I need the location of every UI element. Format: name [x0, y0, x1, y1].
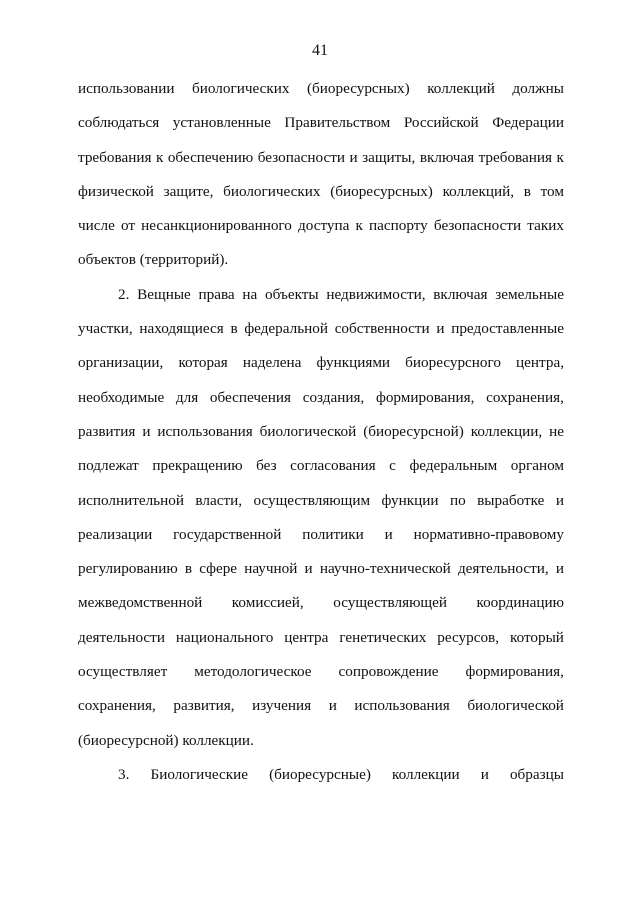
word: Федерации [492, 114, 564, 132]
word: центра, [516, 354, 564, 372]
word: биоресурсного [405, 354, 501, 372]
word: коллекции, [470, 422, 543, 440]
word: коллекций [427, 80, 495, 97]
word: том [540, 182, 564, 200]
text-line [78, 731, 564, 765]
word: сфере [199, 560, 238, 578]
word: объектов (территорий). [78, 251, 229, 269]
word: к [556, 148, 564, 166]
word: межведомственной [78, 594, 203, 612]
word: использовании [78, 80, 175, 97]
word: защиты, [362, 148, 416, 166]
word: включая [419, 148, 475, 166]
text-line [78, 696, 564, 730]
word: осуществляющей [333, 594, 447, 612]
word: использования [157, 422, 253, 440]
word: нормативно-правовому [413, 525, 564, 543]
word: реализации [78, 525, 153, 543]
word: политики [302, 525, 364, 543]
word: изучения [252, 697, 312, 715]
word: биологической [259, 422, 357, 440]
word: выработке [477, 491, 545, 509]
page-number: 41 [312, 42, 328, 59]
word: недвижимости, [326, 285, 426, 303]
word: безопасности [433, 217, 522, 235]
word: ресурсов, [437, 628, 500, 646]
word: сопровождение [338, 663, 439, 681]
text-line [78, 113, 564, 147]
word: федеральной [244, 320, 328, 338]
text-line [78, 593, 564, 627]
word: создания, [302, 388, 365, 406]
word: согласования [290, 457, 376, 475]
word: к [355, 217, 363, 235]
paragraph [78, 765, 564, 799]
word: собственности [334, 320, 430, 338]
word: Вещные [137, 285, 191, 303]
word: который [509, 628, 564, 646]
word: научной [244, 560, 298, 578]
word: обеспечению [167, 148, 254, 166]
text-line [78, 79, 564, 113]
text-line [78, 216, 564, 250]
word: участки, [78, 320, 133, 338]
word: в [523, 182, 531, 200]
word: (биоресурсные) [269, 765, 371, 783]
word: прекращению [152, 457, 243, 475]
word: исполнительной [78, 491, 184, 509]
word: не [549, 422, 564, 440]
text-line [78, 662, 564, 696]
word: по [449, 491, 466, 509]
word: организации, [78, 354, 164, 372]
text-line [78, 148, 564, 182]
paragraph [78, 79, 564, 285]
word: методологическое [194, 663, 312, 681]
word: (биоресурсных) [306, 80, 410, 97]
word: (биоресурсной) коллекции. [78, 731, 254, 749]
word: национального [175, 628, 274, 646]
text-line [78, 388, 564, 422]
word: формирования, [465, 663, 564, 681]
word: права [198, 285, 235, 303]
word: Биологические [150, 765, 248, 783]
word: 2. [118, 285, 130, 303]
word: регулированию [78, 560, 178, 578]
word: (биоресурсной) [363, 422, 464, 440]
word: и [555, 491, 564, 509]
word: и [349, 148, 358, 166]
word: земельные [495, 285, 564, 303]
word: Правительством [284, 114, 391, 132]
word: паспорту [369, 217, 428, 235]
word: в [230, 320, 238, 338]
word: предоставленные [451, 320, 564, 338]
text-line [78, 765, 564, 799]
word: функциями [316, 354, 391, 372]
word: должны [512, 80, 564, 97]
word: несанкционированного [141, 217, 292, 235]
text-line [78, 559, 564, 593]
word: находящиеся [139, 320, 224, 338]
text-line [78, 525, 564, 559]
word: координацию [476, 594, 564, 612]
word: деятельности [78, 628, 165, 646]
word: необходимые [78, 388, 165, 406]
text-line [78, 491, 564, 525]
word: и [304, 560, 313, 578]
word: развития, [173, 697, 235, 715]
word: сохранения, [78, 697, 156, 715]
word: защите, [163, 182, 214, 200]
word: биологической [467, 697, 564, 715]
word: использования [354, 697, 450, 715]
word: и [480, 765, 489, 783]
word: от [120, 217, 135, 235]
word: для [175, 388, 199, 406]
word: деятельности, [457, 560, 549, 578]
word: (биоресурсных) [330, 182, 433, 200]
word: подлежат [78, 457, 139, 475]
word: органом [510, 457, 564, 475]
word: федеральным [409, 457, 498, 475]
word: объекты [265, 285, 319, 303]
word: числе [78, 217, 115, 235]
word: функции [381, 491, 439, 509]
word: таких [527, 217, 564, 235]
word: физической [78, 182, 154, 200]
text-line [78, 182, 564, 216]
word: и [436, 320, 445, 338]
word: без [256, 457, 277, 475]
word: с [389, 457, 396, 475]
word: которая [178, 354, 228, 372]
text-line [78, 319, 564, 353]
word: к [155, 148, 164, 166]
word: осуществляет [78, 663, 168, 681]
word: сохранения, [486, 388, 564, 406]
word: обеспечения [209, 388, 291, 406]
word: осуществляющим [253, 491, 371, 509]
text-line [78, 456, 564, 490]
word: наделена [242, 354, 302, 372]
text-line [78, 628, 564, 662]
text-line [78, 353, 564, 387]
word: в [184, 560, 193, 578]
text-line [78, 250, 564, 284]
word: государственной [173, 525, 282, 543]
text-line [78, 422, 564, 456]
word: формирования, [375, 388, 475, 406]
word: соблюдаться [78, 114, 160, 132]
word: научно-технической [319, 560, 451, 578]
word: 3. [118, 765, 130, 783]
word: включая [433, 285, 488, 303]
word: и [328, 697, 337, 715]
word: на [242, 285, 258, 303]
text-line [78, 285, 564, 319]
paragraph [78, 285, 564, 765]
word: комиссией, [231, 594, 304, 612]
word: требования [478, 148, 553, 166]
word: коллекций, [442, 182, 515, 200]
word: и [555, 560, 564, 578]
word: власти, [195, 491, 243, 509]
word: биологических [192, 80, 290, 97]
word: генетических [339, 628, 427, 646]
word: доступа [298, 217, 350, 235]
word: развития [78, 422, 136, 440]
word: и [142, 422, 151, 440]
word: Российской [403, 114, 479, 132]
word: требования [78, 148, 152, 166]
word: биологических [223, 182, 321, 200]
word: центра [284, 628, 329, 646]
word: установленные [172, 114, 271, 132]
word: и [384, 525, 393, 543]
word: безопасности [257, 148, 345, 166]
word: образцы [509, 765, 564, 783]
word: коллекции [391, 765, 460, 783]
body-text [78, 79, 564, 799]
